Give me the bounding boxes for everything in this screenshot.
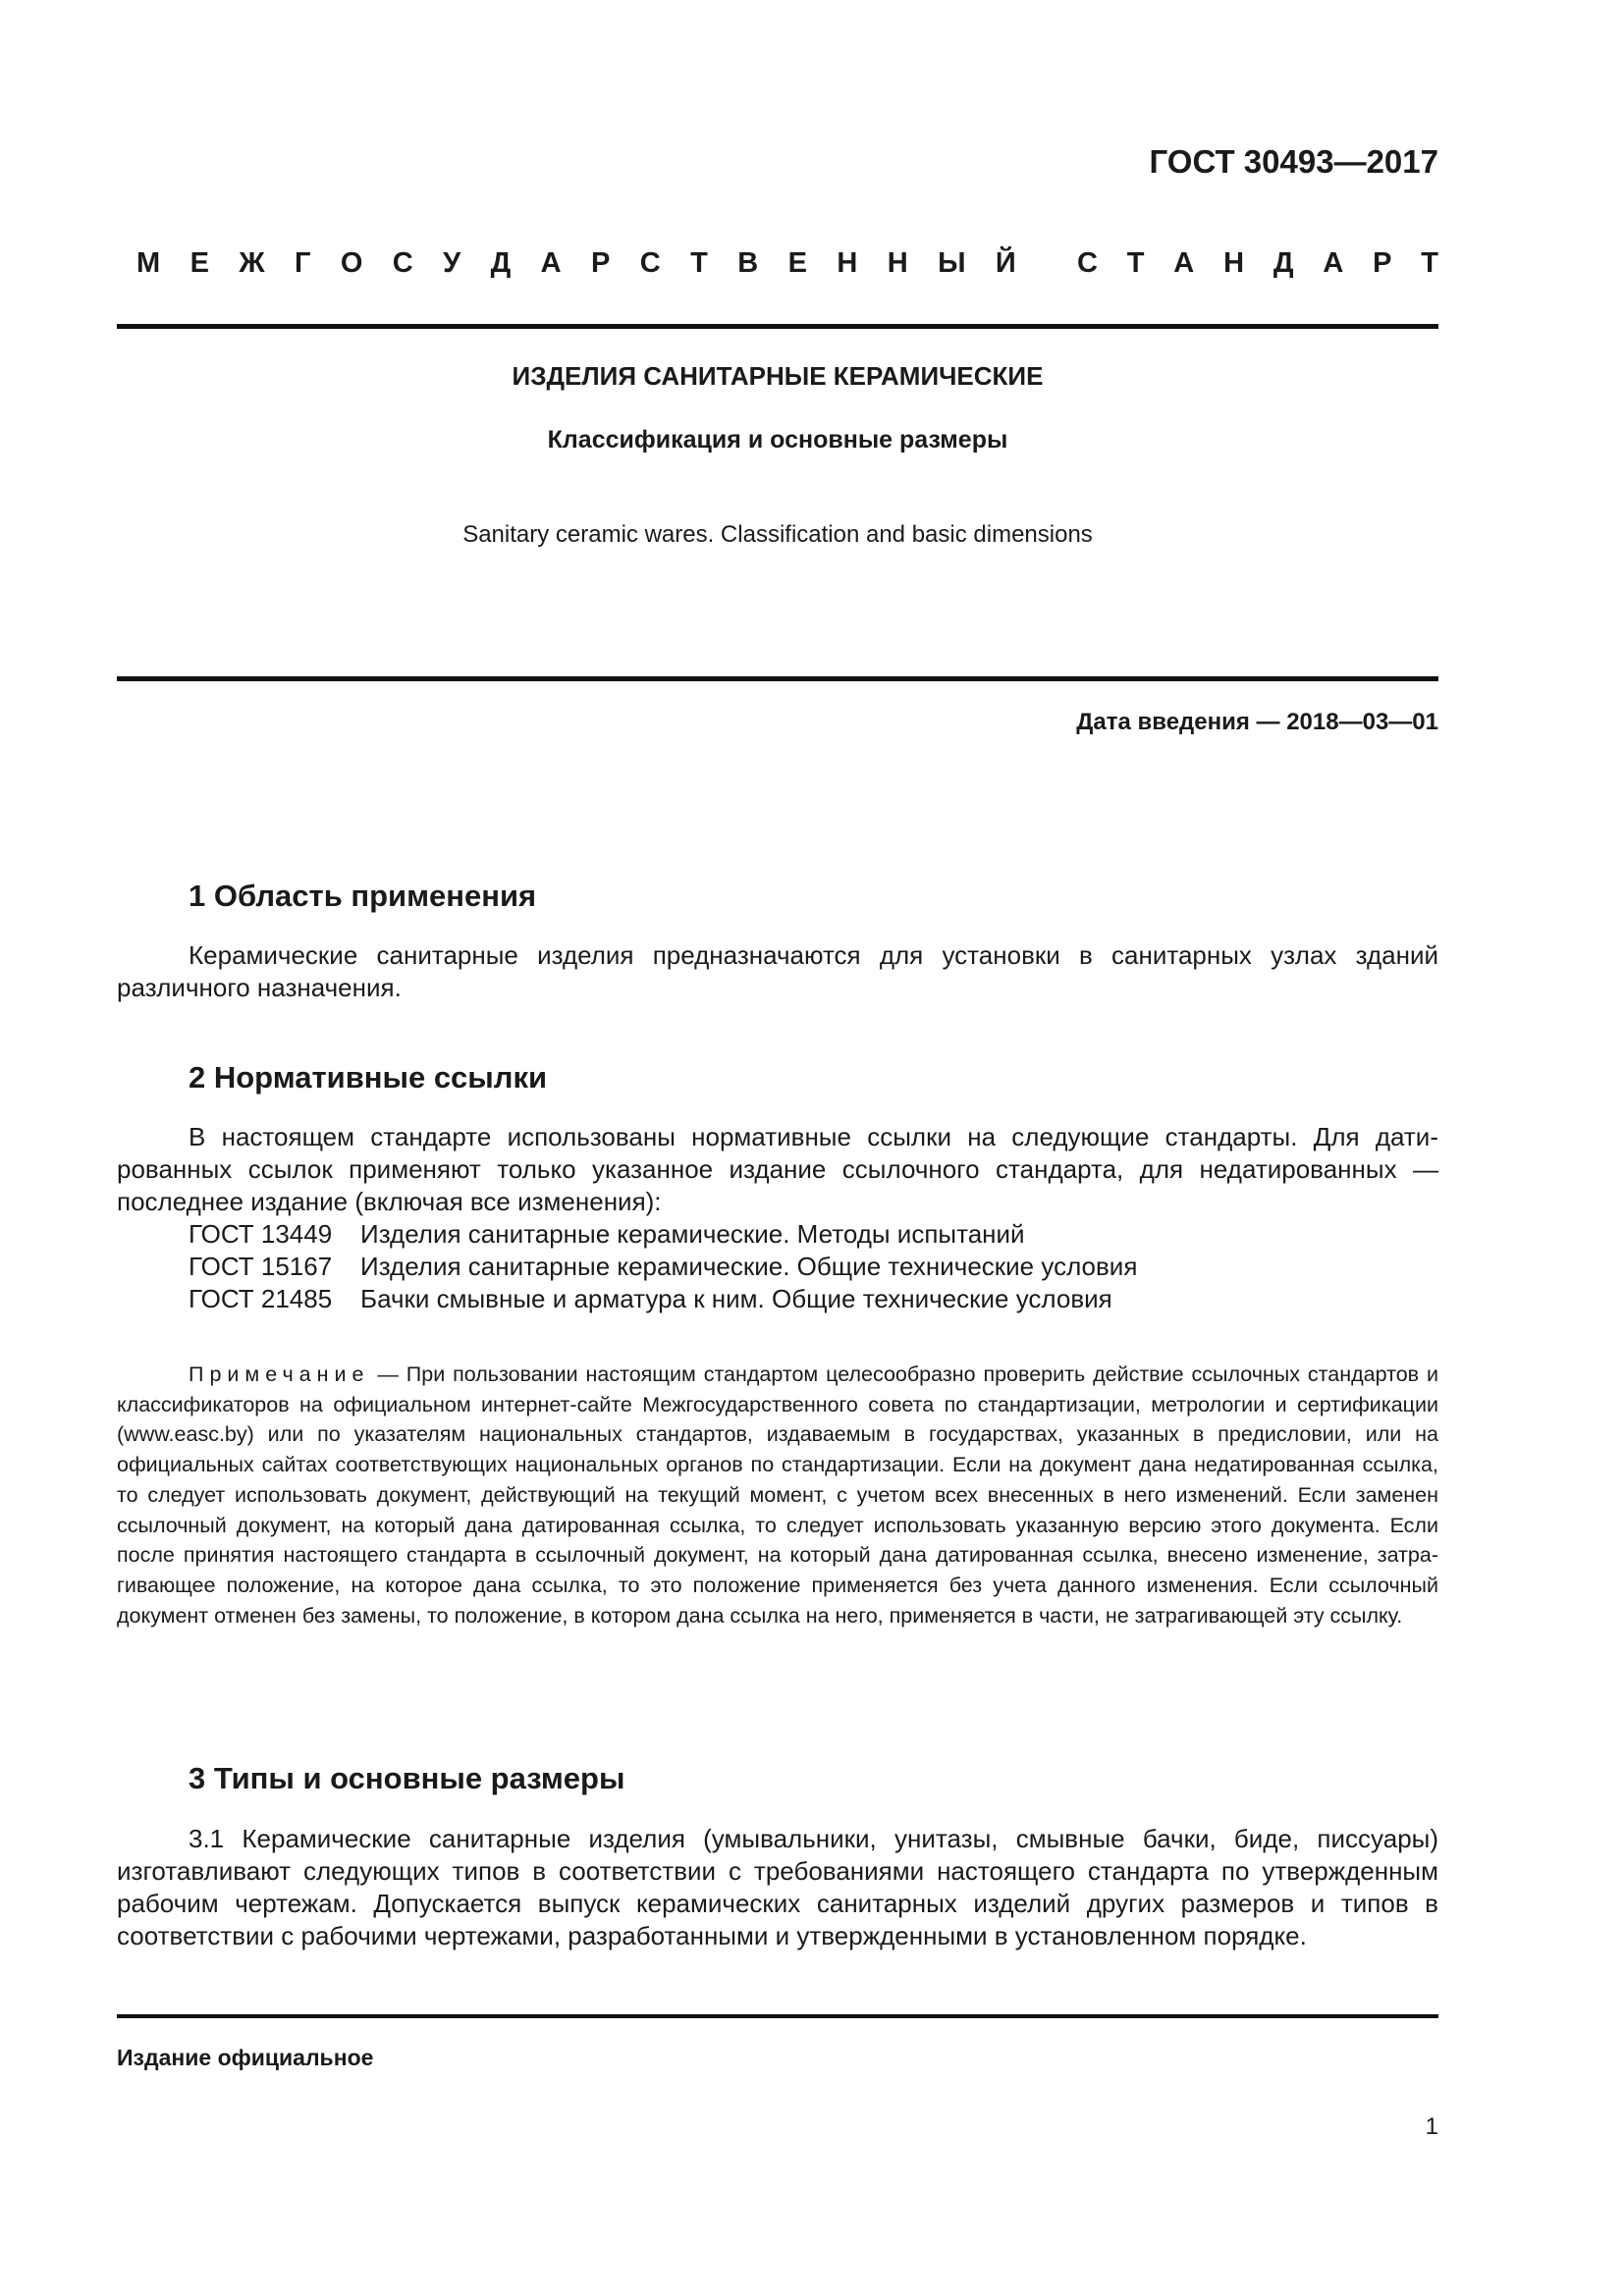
reference-code: ГОСТ 15167	[189, 1252, 333, 1281]
section-2-text: В настоящем стандарте использованы нормативные ссылки на следующие стандарты. Для датированных ссылок применяют только указанное издание ссылочного стандарта, для недатированных — последнее издание (включая все изменения):	[117, 1122, 1438, 1216]
top-divider	[117, 324, 1438, 329]
document-title: ИЗДЕЛИЯ САНИТАРНЫЕ КЕРАМИЧЕСКИЕ	[512, 361, 1044, 391]
heading-letter: Т	[1421, 247, 1438, 279]
heading-letter: Р	[591, 247, 611, 279]
heading-letter: Г	[294, 247, 311, 279]
reference-item	[189, 1283, 1438, 1315]
edition-label: Издание официальное	[117, 2045, 374, 2070]
heading-letter: Е	[787, 247, 807, 279]
reference-code: ГОСТ 21485	[189, 1284, 333, 1313]
heading-letter: А	[1173, 247, 1195, 279]
section-3-text: 3.1 Керамические санитарные изделия (умывальники, унитазы, смывные бачки, биде, писсуары) изготавливают следующих типов в соответствии с требованиями настоящего стандарта по утвержденным рабочим чертежам. Допускается выпуск керамических санитарных изделий других размеров и типов в соответствии с рабочими чертежами, разработанными и утвержденными в установленном порядке.	[117, 1824, 1438, 1950]
standard-word	[1077, 247, 1438, 280]
heading-letter: Д	[490, 247, 512, 279]
reference-title: Бачки смывные и арматура к ним. Общие технические условия	[360, 1284, 1112, 1313]
note-paragraph	[117, 1360, 1438, 1630]
heading-letter: О	[340, 247, 363, 279]
interstate-word	[136, 247, 1016, 280]
heading-letter: Т	[1126, 247, 1145, 279]
heading-letter: В	[737, 247, 759, 279]
heading-letter: Т	[690, 247, 708, 279]
reference-item	[189, 1218, 1438, 1251]
normative-references-list	[189, 1218, 1438, 1315]
footer-divider	[117, 2014, 1438, 2018]
heading-letter: У	[443, 247, 461, 279]
heading-letter: Ж	[239, 247, 265, 279]
heading-letter: С	[1077, 247, 1098, 279]
section-3-heading: 3 Типы и основные размеры	[189, 1761, 625, 1795]
reference-title: Изделия санитарные керамические. Методы испытаний	[360, 1219, 1025, 1249]
reference-title: Изделия санитарные керамические. Общие технические условия	[360, 1252, 1138, 1281]
heading-letter: Й	[995, 247, 1016, 279]
heading-letter: А	[540, 247, 562, 279]
heading-letter: Н	[837, 247, 858, 279]
page-number: 1	[1425, 2113, 1438, 2140]
heading-letter: Н	[1223, 247, 1245, 279]
section-1-text: Керамические санитарные изделия предназначаются для установки в санитарных узлах зданий различного назначения.	[117, 940, 1438, 1002]
title-divider	[117, 676, 1438, 681]
heading-letter: М	[136, 247, 161, 279]
document-subtitle: Классификация и основные размеры	[547, 426, 1008, 454]
note-label: Примечание	[189, 1362, 370, 1386]
heading-letter: Е	[189, 247, 209, 279]
heading-letter: Д	[1272, 247, 1294, 279]
interstate-standard-heading	[136, 247, 1438, 280]
introduction-date: Дата введения — 2018—03—01	[1076, 709, 1438, 735]
reference-code: ГОСТ 13449	[189, 1219, 333, 1249]
heading-letter: С	[639, 247, 661, 279]
heading-letter: Н	[887, 247, 908, 279]
note-text: — При пользовании настоящим стандартом целесообразно проверить действие ссылочных стандартов и классификаторов на официальном интернет-сайте Межгосударственного совета по стандартизации, метрологии и сертификации (www.easc.by) или по указателям национальных стандартов, издаваемым в государствах, указанных в предисловии, или на официальных сайтах соответствующих национальных органов по стандартизации. Если на документ дана недатированная ссылка, то следует использовать документ, действующий на текущий момент, с учетом всех внесенных в него изменений. Если заменен ссылочный документ, на который дана датированная ссылка, то следует использовать указанную версию этого документа. Если после принятия настоящего стандарта в ссылочный документ, на который дана датированная ссылка, внесено изменение, затрагивающее положение, на которое дана ссылка, то это положение применяется без учета данного изменения. Если ссылочный документ отменен без замены, то положение, в котором дана ссылка на него, применяется в части, не затрагивающей эту ссылку.	[117, 1362, 1438, 1628]
english-title: Sanitary ceramic wares. Classification and basic dimensions	[462, 521, 1093, 548]
section-2-heading: 2 Нормативные ссылки	[189, 1060, 548, 1095]
standard-number: ГОСТ 30493—2017	[1149, 143, 1438, 180]
reference-item	[189, 1251, 1438, 1283]
heading-letter: С	[392, 247, 413, 279]
heading-letter: А	[1323, 247, 1344, 279]
heading-letter: Р	[1373, 247, 1392, 279]
document-page	[117, 0, 1438, 2296]
heading-letter: Ы	[938, 247, 966, 279]
section-1-heading: 1 Область применения	[189, 879, 537, 913]
